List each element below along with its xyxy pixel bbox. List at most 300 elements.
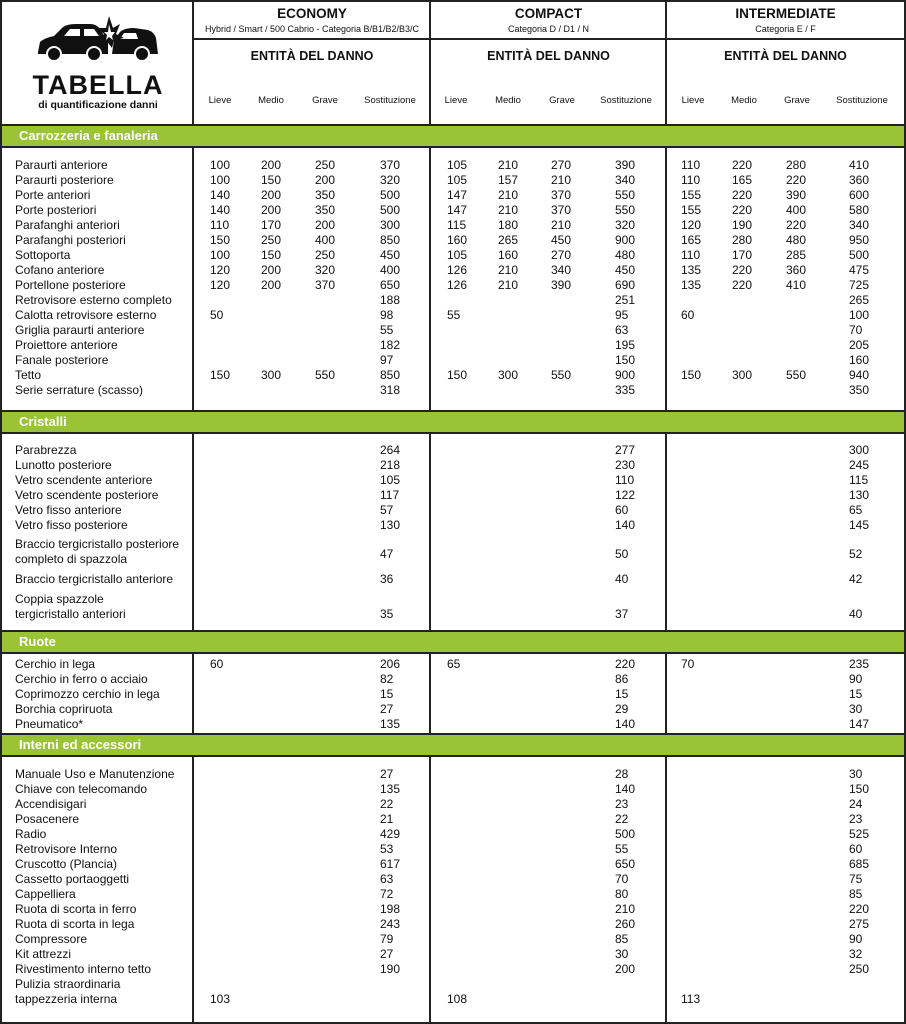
header-divider	[194, 38, 904, 40]
cell-value: 182	[380, 338, 401, 352]
cell-value: 130	[849, 488, 870, 502]
cell-value: 27	[380, 947, 394, 961]
cell-value: 550	[315, 368, 336, 382]
cell-value: 157	[498, 173, 519, 187]
cell-value: 100	[210, 173, 231, 187]
cell-value: 15	[380, 687, 394, 701]
cell-value: 370	[380, 158, 401, 172]
row-label: Ruota di scorta in ferro	[15, 902, 137, 916]
row-label: Portellone posteriore	[15, 278, 126, 292]
cell-value: 235	[849, 657, 870, 671]
cell-value: 617	[380, 857, 401, 871]
cell-value: 251	[615, 293, 636, 307]
cell-value: 115	[849, 473, 869, 487]
row-label: Borchia copriruota	[15, 702, 113, 716]
cell-value: 30	[849, 702, 863, 716]
cell-value: 37	[615, 607, 629, 621]
cell-value: 250	[315, 248, 336, 262]
cell-value: 550	[786, 368, 807, 382]
cell-value: 900	[615, 233, 636, 247]
cell-value: 198	[380, 902, 401, 916]
cell-value: 230	[615, 458, 636, 472]
cell-value: 400	[786, 203, 807, 217]
sublabel-lieve: Lieve	[208, 95, 232, 106]
sublabel-medio: Medio	[258, 95, 284, 106]
cell-value: 650	[380, 278, 401, 292]
column-category: Hybrid / Smart / 500 Cabrio - Categoria B/B1/B2/B3/C	[204, 24, 420, 34]
cell-value: 220	[732, 203, 753, 217]
cell-value: 100	[210, 158, 231, 172]
cell-value: 113	[681, 992, 701, 1006]
cell-value: 265	[498, 233, 519, 247]
cell-value: 150	[447, 368, 468, 382]
row-label: Parabrezza	[15, 443, 77, 457]
row-label: Porte posteriori	[15, 203, 97, 217]
cell-value: 21	[380, 812, 394, 826]
cell-value: 60	[615, 503, 629, 517]
cell-value: 47	[380, 547, 394, 561]
cell-value: 165	[732, 173, 753, 187]
cell-value: 140	[615, 717, 636, 731]
cell-value: 36	[380, 572, 394, 586]
cell-value: 210	[498, 203, 519, 217]
cell-value: 950	[849, 233, 870, 247]
cell-value: 260	[615, 917, 636, 931]
cell-value: 429	[380, 827, 401, 841]
sublabel-grave: Grave	[549, 95, 575, 106]
cell-value: 300	[380, 218, 401, 232]
cell-value: 140	[210, 188, 231, 202]
car-crash-icon	[2, 2, 194, 72]
cell-value: 90	[849, 932, 863, 946]
cell-value: 52	[849, 547, 863, 561]
cell-value: 110	[681, 158, 701, 172]
cell-value: 280	[786, 158, 807, 172]
cell-value: 220	[732, 188, 753, 202]
cell-value: 150	[849, 782, 870, 796]
cell-value: 85	[849, 887, 863, 901]
cell-value: 480	[615, 248, 636, 262]
row-label: Parafanghi posteriori	[15, 233, 126, 247]
cell-value: 220	[615, 657, 636, 671]
cell-value: 60	[210, 657, 224, 671]
cell-value: 500	[380, 203, 401, 217]
cell-value: 140	[615, 518, 636, 532]
cell-value: 220	[732, 278, 753, 292]
cell-value: 275	[849, 917, 870, 931]
row-label: Griglia paraurti anteriore	[15, 323, 145, 337]
column-divider	[192, 0, 194, 1024]
cell-value: 210	[551, 218, 572, 232]
row-label: Paraurti anteriore	[15, 158, 108, 172]
cell-value: 72	[380, 887, 394, 901]
cell-value: 550	[551, 368, 572, 382]
cell-value: 120	[210, 263, 231, 277]
cell-value: 340	[551, 263, 572, 277]
cell-value: 320	[315, 263, 336, 277]
cell-value: 86	[615, 672, 629, 686]
column-category: Categoria D / D1 / N	[507, 24, 590, 34]
cell-value: 27	[380, 702, 394, 716]
cell-value: 126	[447, 263, 468, 277]
section-title: Ruote	[19, 634, 56, 649]
cell-value: 150	[615, 353, 636, 367]
cell-value: 475	[849, 263, 870, 277]
cell-value: 320	[615, 218, 636, 232]
cell-value: 220	[732, 158, 753, 172]
cell-value: 690	[615, 278, 636, 292]
cell-value: 27	[380, 767, 394, 781]
section-header	[2, 412, 904, 432]
row-label: Pneumatico*	[15, 717, 84, 731]
row-label: Proiettore anteriore	[15, 338, 118, 352]
cell-value: 145	[849, 518, 870, 532]
cell-value: 580	[849, 203, 870, 217]
cell-value: 155	[681, 203, 702, 217]
row-label: Braccio tergicristallo posteriore completo di spazzola	[15, 537, 180, 566]
cell-value: 70	[849, 323, 863, 337]
cell-value: 65	[849, 503, 863, 517]
cell-value: 190	[732, 218, 753, 232]
cell-value: 57	[380, 503, 394, 517]
row-divider	[0, 432, 906, 434]
cell-value: 63	[615, 323, 629, 337]
cell-value: 30	[849, 767, 863, 781]
cell-value: 340	[615, 173, 636, 187]
row-label: Pulizia straordinaria tappezzeria interna	[15, 977, 121, 1006]
cell-value: 110	[681, 173, 701, 187]
cell-value: 130	[380, 518, 401, 532]
cell-value: 150	[261, 248, 282, 262]
cell-value: 450	[380, 248, 401, 262]
cell-value: 50	[615, 547, 629, 561]
cell-value: 210	[498, 263, 519, 277]
cell-value: 480	[786, 233, 807, 247]
cell-value: 150	[261, 173, 282, 187]
cell-value: 180	[498, 218, 519, 232]
cell-value: 15	[849, 687, 863, 701]
cell-value: 550	[615, 188, 636, 202]
sublabel-lieve: Lieve	[444, 95, 468, 106]
cell-value: 600	[849, 188, 870, 202]
cell-value: 147	[447, 188, 468, 202]
cell-value: 900	[615, 368, 636, 382]
cell-value: 147	[849, 717, 870, 731]
cell-value: 500	[615, 827, 636, 841]
cell-value: 23	[849, 812, 863, 826]
cell-value: 135	[380, 717, 401, 731]
section-header	[2, 735, 904, 755]
column-name: COMPACT	[514, 6, 583, 21]
row-label: Accendisigari	[15, 797, 87, 811]
sublabel-sostituzione: Sostituzione	[600, 95, 652, 106]
cell-value: 360	[849, 173, 870, 187]
cell-value: 725	[849, 278, 870, 292]
cell-value: 29	[615, 702, 629, 716]
cell-value: 117	[380, 488, 400, 502]
logo	[2, 2, 194, 124]
cell-value: 50	[210, 308, 224, 322]
sublabel-medio: Medio	[495, 95, 521, 106]
column-category: Categoria E / F	[755, 24, 816, 34]
row-divider	[0, 146, 906, 148]
column-entity: ENTITÀ DEL DANNO	[250, 49, 374, 63]
column-entity: ENTITÀ DEL DANNO	[487, 49, 610, 63]
cell-value: 277	[615, 443, 636, 457]
cell-value: 170	[732, 248, 753, 262]
cell-value: 70	[615, 872, 629, 886]
cell-value: 220	[732, 263, 753, 277]
cell-value: 200	[315, 173, 336, 187]
cell-value: 40	[849, 607, 863, 621]
cell-value: 60	[681, 308, 695, 322]
cell-value: 390	[615, 158, 636, 172]
row-label: Compressore	[15, 932, 88, 946]
cell-value: 105	[447, 158, 468, 172]
cell-value: 40	[615, 572, 629, 586]
cell-value: 165	[681, 233, 702, 247]
cell-value: 685	[849, 857, 870, 871]
cell-value: 135	[380, 782, 401, 796]
row-label: Braccio tergicristallo anteriore	[15, 572, 174, 586]
row-label: Coppia spazzole tergicristallo anteriori	[15, 592, 126, 621]
cell-value: 155	[681, 188, 702, 202]
cell-value: 82	[380, 672, 394, 686]
cell-value: 370	[551, 203, 572, 217]
cell-value: 23	[615, 797, 629, 811]
cell-value: 410	[786, 278, 807, 292]
cell-value: 270	[551, 248, 572, 262]
column-entity: ENTITÀ DEL DANNO	[724, 49, 847, 63]
section-title: Carrozzeria e fanaleria	[19, 128, 158, 143]
cell-value: 360	[786, 263, 807, 277]
cell-value: 100	[849, 308, 870, 322]
row-label: Manuale Uso e Manutenzione	[15, 767, 175, 781]
cell-value: 250	[261, 233, 282, 247]
row-divider	[0, 755, 906, 757]
row-label: Posacenere	[15, 812, 80, 826]
cell-value: 210	[498, 158, 519, 172]
cell-value: 285	[786, 248, 807, 262]
cell-value: 150	[681, 368, 702, 382]
row-label: Coprimozzo cerchio in lega	[15, 687, 160, 701]
cell-value: 300	[261, 368, 282, 382]
cell-value: 22	[615, 812, 629, 826]
row-label: Retrovisore esterno completo	[15, 293, 172, 307]
row-label: Cerchio in lega	[15, 657, 96, 671]
cell-value: 110	[210, 218, 230, 232]
cell-value: 340	[849, 218, 870, 232]
cell-value: 250	[849, 962, 870, 976]
row-label: Chiave con telecomando	[15, 782, 148, 796]
cell-value: 105	[447, 173, 468, 187]
column-name: ECONOMY	[277, 6, 347, 21]
cell-value: 100	[210, 248, 231, 262]
cell-value: 120	[210, 278, 231, 292]
cell-value: 243	[380, 917, 401, 931]
cell-value: 110	[615, 473, 635, 487]
sublabel-sostituzione: Sostituzione	[836, 95, 888, 106]
cell-value: 320	[380, 173, 401, 187]
cell-value: 370	[315, 278, 336, 292]
cell-value: 150	[210, 368, 231, 382]
cell-value: 270	[551, 158, 572, 172]
cell-value: 390	[551, 278, 572, 292]
cell-value: 250	[315, 158, 336, 172]
cell-value: 265	[849, 293, 870, 307]
logo-title: TABELLA	[32, 70, 164, 100]
cell-value: 30	[615, 947, 629, 961]
cell-value: 200	[261, 188, 282, 202]
cell-value: 32	[849, 947, 863, 961]
row-label: Vetro scendente posteriore	[15, 488, 159, 502]
cell-value: 79	[380, 932, 394, 946]
cell-value: 205	[849, 338, 870, 352]
cell-value: 53	[380, 842, 394, 856]
row-label: Vetro scendente anteriore	[15, 473, 153, 487]
cell-value: 210	[615, 902, 636, 916]
cell-value: 850	[380, 233, 401, 247]
cell-value: 140	[615, 782, 636, 796]
row-label: Calotta retrovisore esterno	[15, 308, 157, 322]
section-header	[2, 632, 904, 652]
cell-value: 450	[551, 233, 572, 247]
cell-value: 35	[380, 607, 394, 621]
row-label: Cappelliera	[15, 887, 76, 901]
row-label: Retrovisore Interno	[15, 842, 118, 856]
row-label: Fanale posteriore	[15, 353, 109, 367]
cell-value: 122	[615, 488, 636, 502]
cell-value: 220	[786, 173, 807, 187]
cell-value: 55	[447, 308, 461, 322]
cell-value: 220	[849, 902, 870, 916]
cell-value: 120	[681, 218, 702, 232]
cell-value: 350	[849, 383, 870, 397]
cell-value: 160	[498, 248, 519, 262]
cell-value: 200	[261, 263, 282, 277]
cell-value: 110	[681, 248, 701, 262]
cell-value: 500	[849, 248, 870, 262]
cell-value: 210	[498, 278, 519, 292]
row-label: Ruota di scorta in lega	[15, 917, 135, 931]
cell-value: 188	[380, 293, 401, 307]
section-header	[2, 126, 904, 146]
cell-value: 450	[615, 263, 636, 277]
cell-value: 95	[615, 308, 629, 322]
cell-value: 42	[849, 572, 863, 586]
cell-value: 140	[210, 203, 231, 217]
cell-value: 70	[681, 657, 695, 671]
cell-value: 97	[380, 353, 394, 367]
cell-value: 160	[849, 353, 870, 367]
cell-value: 940	[849, 368, 870, 382]
row-label: Radio	[15, 827, 47, 841]
cell-value: 150	[210, 233, 231, 247]
cell-value: 22	[380, 797, 394, 811]
cell-value: 28	[615, 767, 629, 781]
cell-value: 63	[380, 872, 394, 886]
cell-value: 850	[380, 368, 401, 382]
row-label: Cofano anteriore	[15, 263, 105, 277]
sublabel-lieve: Lieve	[681, 95, 705, 106]
row-label: Porte anteriori	[15, 188, 91, 202]
row-label: Vetro fisso anteriore	[15, 503, 122, 517]
cell-value: 160	[447, 233, 468, 247]
row-label: Serie serrature (scasso)	[15, 383, 144, 397]
cell-value: 98	[380, 308, 394, 322]
cell-value: 525	[849, 827, 870, 841]
row-label: Tetto	[15, 368, 42, 382]
cell-value: 210	[498, 188, 519, 202]
cell-value: 390	[786, 188, 807, 202]
cell-value: 190	[380, 962, 401, 976]
cell-value: 650	[615, 857, 636, 871]
cell-value: 105	[447, 248, 468, 262]
cell-value: 210	[551, 173, 572, 187]
cell-value: 370	[551, 188, 572, 202]
sublabel-sostituzione: Sostituzione	[364, 95, 416, 106]
cell-value: 55	[615, 842, 629, 856]
cell-value: 126	[447, 278, 468, 292]
sublabel-grave: Grave	[784, 95, 810, 106]
cell-value: 85	[615, 932, 629, 946]
row-label: Paraurti posteriore	[15, 173, 114, 187]
section-title: Interni ed accessori	[19, 737, 142, 752]
row-label: Rivestimento interno tetto	[15, 962, 152, 976]
cell-value: 80	[615, 887, 629, 901]
cell-value: 350	[315, 188, 336, 202]
row-label: Cerchio in ferro o acciaio	[15, 672, 148, 686]
cell-value: 105	[380, 473, 401, 487]
row-label: Vetro fisso posteriore	[15, 518, 128, 532]
row-label: Cassetto portaoggetti	[15, 872, 130, 886]
cell-value: 55	[380, 323, 394, 337]
cell-value: 65	[447, 657, 461, 671]
cell-value: 135	[681, 278, 702, 292]
cell-value: 200	[315, 218, 336, 232]
cell-value: 300	[849, 443, 870, 457]
cell-value: 60	[849, 842, 863, 856]
row-label: Cruscotto (Plancia)	[15, 857, 118, 871]
sublabel-medio: Medio	[731, 95, 757, 106]
cell-value: 200	[615, 962, 636, 976]
cell-value: 400	[315, 233, 336, 247]
cell-value: 218	[380, 458, 401, 472]
cell-value: 220	[786, 218, 807, 232]
cell-value: 500	[380, 188, 401, 202]
cell-value: 103	[210, 992, 231, 1006]
cell-value: 335	[615, 383, 636, 397]
cell-value: 200	[261, 278, 282, 292]
cell-value: 206	[380, 657, 401, 671]
cell-value: 245	[849, 458, 870, 472]
cell-value: 195	[615, 338, 636, 352]
cell-value: 264	[380, 443, 401, 457]
cell-value: 200	[261, 158, 282, 172]
section-title: Cristalli	[19, 414, 67, 429]
cell-value: 135	[681, 263, 702, 277]
logo-subtitle: di quantificazione danni	[38, 99, 158, 111]
row-divider	[0, 652, 906, 654]
cell-value: 350	[315, 203, 336, 217]
cell-value: 200	[261, 203, 282, 217]
row-label: Sottoporta	[15, 248, 71, 262]
column-name: INTERMEDIATE	[735, 6, 836, 21]
cell-value: 24	[849, 797, 863, 811]
cell-value: 280	[732, 233, 753, 247]
cell-value: 550	[615, 203, 636, 217]
cell-value: 300	[732, 368, 753, 382]
